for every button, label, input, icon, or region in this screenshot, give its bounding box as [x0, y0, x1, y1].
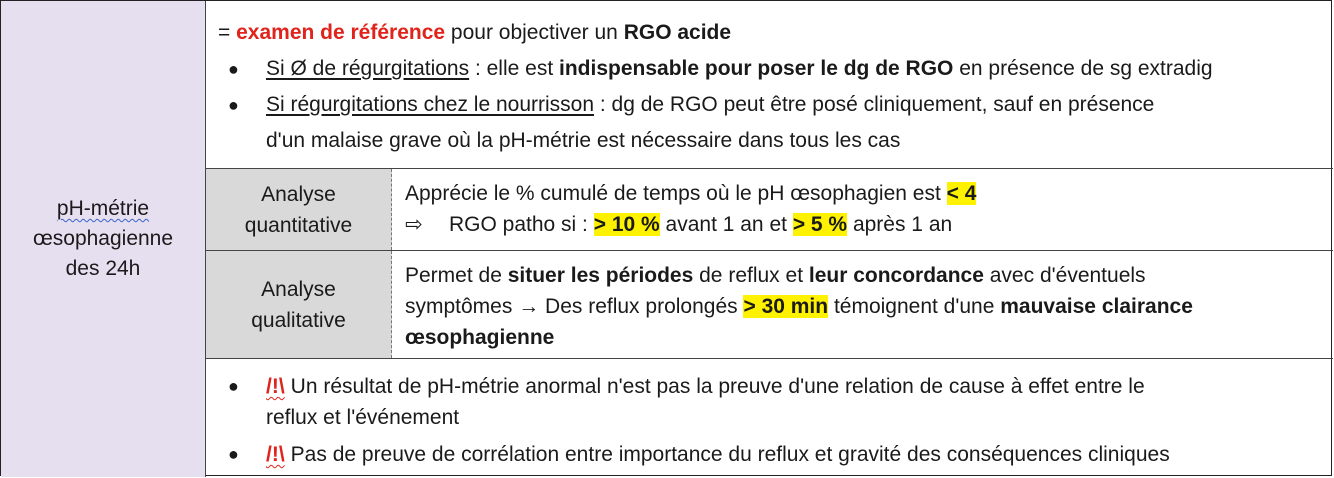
qual-f: symptômes → Des reflux prolongés — [405, 295, 744, 318]
warning-item — [218, 439, 1333, 470]
qual-e: avec d'éventuels — [983, 264, 1146, 287]
row-header-line2: œsophagienne — [32, 227, 174, 250]
warning-text-1b: reflux et l'événement — [266, 406, 460, 429]
row-header-label — [33, 194, 173, 284]
quantitative-text — [405, 169, 1323, 259]
qualitative-line2 — [405, 291, 1323, 322]
quantitative-line2-c: après 1 an — [847, 213, 953, 236]
qual-b: situer les périodes — [507, 264, 694, 287]
qualitative-text — [405, 251, 1323, 367]
bullet-underlined: Si Ø de régurgitations — [266, 57, 470, 80]
quantitative-line1 — [405, 178, 1323, 209]
highlight-ph: < 4 — [946, 182, 977, 205]
intro-prefix: = — [218, 21, 237, 44]
bullet-underlined: Si régurgitations chez le nourrisson — [266, 93, 595, 116]
qualitative-label-line1: Analyse — [261, 277, 336, 301]
bullet-text: : dg de RGO peut être posé cliniquement, sauf en présence — [594, 93, 1155, 116]
qualitative-line3: œsophagienne — [405, 326, 555, 349]
qual-c: de reflux et — [693, 264, 809, 287]
warning-item — [218, 371, 1333, 433]
quantitative-label — [206, 169, 392, 250]
highlight-10: > 10 % — [593, 213, 660, 236]
highlight-5: > 5 % — [792, 213, 848, 236]
row-header-line1: pH-métrie — [56, 197, 150, 220]
warning-icon: /!\ — [266, 443, 285, 466]
qual-h: témoignent d'une — [828, 295, 1001, 318]
content-column — [206, 1, 1333, 477]
arrow-icon: ⇨ — [405, 213, 423, 236]
qualitative-row — [206, 251, 1333, 359]
quantitative-line2-a: RGO patho si : — [449, 213, 594, 236]
bullet-tail: en présence de sg extradig — [953, 57, 1213, 80]
bullet-dot: ● — [228, 444, 239, 464]
highlight-30min: > 30 min — [743, 295, 829, 318]
bullet-continuation: d'un malaise grave où la pH-métrie est nécessaire dans tous les cas — [266, 129, 901, 152]
quantitative-label-line1: Analyse — [261, 182, 336, 206]
bullet-dot: ● — [228, 95, 239, 115]
quantitative-line2 — [405, 209, 1323, 240]
qualitative-label-line2: qualitative — [251, 308, 346, 332]
bullet-item — [218, 87, 1333, 123]
qual-a: Permet de — [405, 264, 508, 287]
warning-icon: /!\ — [266, 375, 285, 398]
quantitative-line2-b: avant 1 an et — [659, 213, 793, 236]
warnings-section — [206, 359, 1333, 477]
intro-section — [206, 1, 1333, 169]
row-header-line3: des 24h — [65, 257, 141, 280]
row-header-cell — [1, 1, 206, 477]
bullet-text: : elle est — [469, 57, 559, 80]
bullet-item — [218, 51, 1333, 87]
warning-text-2: Pas de preuve de corrélation entre importance du reflux et gravité des conséquences cliniques — [290, 443, 1170, 466]
intro-middle: pour objectiver un — [445, 21, 624, 44]
qualitative-line1 — [405, 260, 1323, 291]
bullet-dot: ● — [228, 59, 239, 79]
qualitative-label — [206, 251, 392, 358]
warning-text-1a: Un résultat de pH-métrie anormal n'est pas la preuve d'une relation de cause à effet entre le — [290, 375, 1145, 398]
bullet-dot: ● — [228, 376, 239, 396]
qual-d: leur concordance — [808, 264, 984, 287]
intro-bold: RGO acide — [623, 21, 732, 44]
quantitative-label-line2: quantitative — [244, 213, 353, 237]
quantitative-line1-text: Apprécie le % cumulé de temps où le pH œsophagien est — [405, 182, 947, 205]
qual-i: mauvaise clairance — [1000, 295, 1193, 318]
intro-red-text: examen de référence — [236, 21, 446, 44]
bullet-bold: indispensable pour poser le dg de RGO — [559, 57, 954, 80]
quantitative-row — [206, 169, 1333, 251]
intro-line — [218, 15, 1333, 51]
